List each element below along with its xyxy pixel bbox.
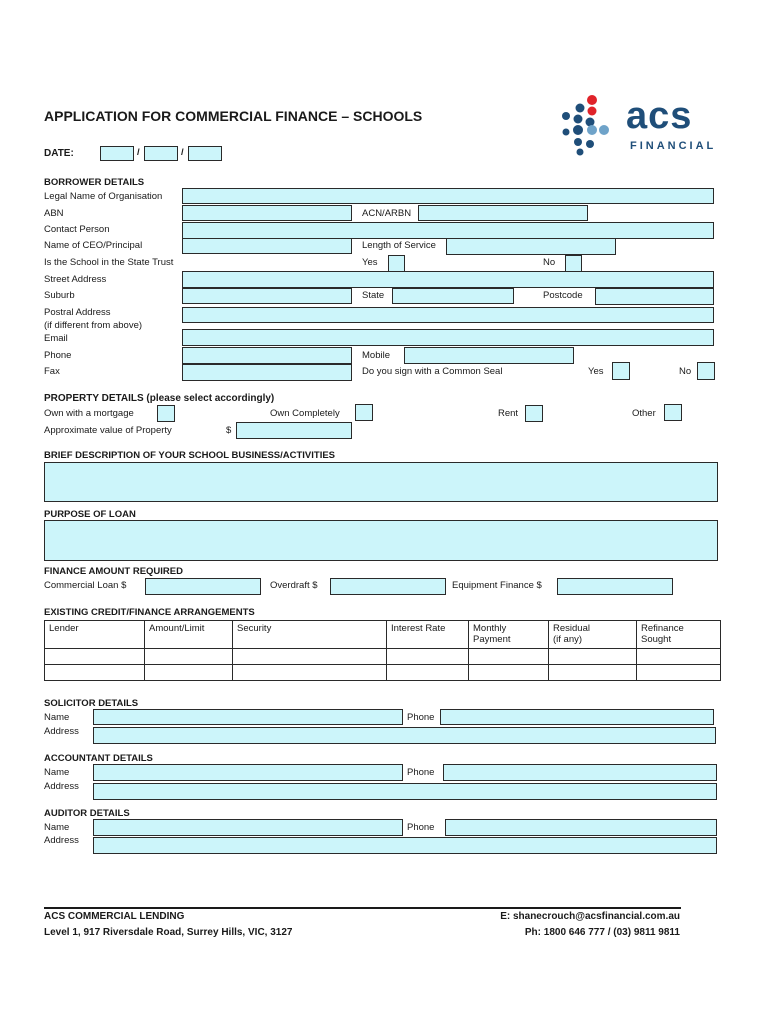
overdraft-label: Overdraft $ xyxy=(270,580,318,591)
postcode-label: Postcode xyxy=(543,290,583,301)
accountant-address-label: Address xyxy=(44,781,79,792)
accountant-name-field[interactable] xyxy=(93,764,403,781)
auditor-heading: AUDITOR DETAILS xyxy=(44,808,130,819)
street-label: Street Address xyxy=(44,274,107,285)
mortgage-checkbox[interactable] xyxy=(157,405,175,422)
finance-heading: FINANCE AMOUNT REQUIRED xyxy=(44,566,183,577)
table-cell[interactable] xyxy=(233,649,387,665)
accountant-phone-label: Phone xyxy=(407,767,435,778)
legal-name-label: Legal Name of Organisation xyxy=(44,191,163,202)
column-header: Residual (if any) xyxy=(549,621,637,649)
existing-heading: EXISTING CREDIT/FINANCE ARRANGEMENTS xyxy=(44,607,255,618)
abn-field[interactable] xyxy=(182,205,352,221)
other-checkbox[interactable] xyxy=(664,404,682,421)
email-field[interactable] xyxy=(182,329,714,346)
email-label: Email xyxy=(44,333,68,344)
solicitor-heading: SOLICITOR DETAILS xyxy=(44,698,139,709)
equipment-finance-field[interactable] xyxy=(557,578,673,595)
description-field[interactable] xyxy=(44,462,718,502)
table-cell[interactable] xyxy=(549,649,637,665)
ceo-label: Name of CEO/Principal xyxy=(44,240,143,251)
logo-dots-icon xyxy=(552,94,612,156)
description-heading: BRIEF DESCRIPTION OF YOUR SCHOOL BUSINESS/ACTIVITIES xyxy=(44,450,336,461)
table-cell[interactable] xyxy=(549,665,637,681)
auditor-address-label: Address xyxy=(44,835,79,846)
fax-label: Fax xyxy=(44,366,60,377)
contact-person-field[interactable] xyxy=(182,222,714,239)
logo-subtitle: FINANCIAL xyxy=(630,140,717,152)
solicitor-phone-label: Phone xyxy=(407,712,435,723)
phone-field[interactable] xyxy=(182,347,352,364)
accountant-phone-field[interactable] xyxy=(443,764,717,781)
date-day-field[interactable] xyxy=(100,146,134,161)
postal-field[interactable] xyxy=(182,307,714,323)
table-cell[interactable] xyxy=(233,665,387,681)
mobile-field[interactable] xyxy=(404,347,574,364)
state-trust-no-checkbox[interactable] xyxy=(565,255,582,272)
property-value-dollar: $ xyxy=(226,425,232,436)
column-header: Monthly Payment xyxy=(469,621,549,649)
length-service-label: Length of Service xyxy=(362,240,436,251)
solicitor-address-label: Address xyxy=(44,726,79,737)
date-year-field[interactable] xyxy=(188,146,222,161)
own-completely-checkbox[interactable] xyxy=(355,404,373,421)
solicitor-name-label: Name xyxy=(44,712,70,723)
purpose-heading: PURPOSE OF LOAN xyxy=(44,509,136,520)
street-field[interactable] xyxy=(182,271,714,288)
contact-person-label: Contact Person xyxy=(44,224,110,235)
legal-name-field[interactable] xyxy=(182,188,714,204)
acs-logo xyxy=(552,94,722,156)
state-trust-yes-checkbox[interactable] xyxy=(388,255,405,272)
rent-label: Rent xyxy=(498,408,519,419)
ceo-field[interactable] xyxy=(182,238,352,254)
commercial-loan-field[interactable] xyxy=(145,578,261,595)
footer-divider xyxy=(44,907,681,909)
mobile-label: Mobile xyxy=(362,350,390,361)
date-month-field[interactable] xyxy=(144,146,178,161)
date-separator: / xyxy=(137,147,140,158)
borrower-heading: BORROWER DETAILS xyxy=(44,177,145,188)
common-seal-yes-checkbox[interactable] xyxy=(612,362,630,380)
state-trust-no-label: No xyxy=(543,257,556,268)
auditor-name-label: Name xyxy=(44,822,70,833)
acn-label: ACN/ARBN xyxy=(362,208,412,219)
table-cell[interactable] xyxy=(637,665,721,681)
suburb-field[interactable] xyxy=(182,288,352,304)
accountant-heading: ACCOUNTANT DETAILS xyxy=(44,753,153,764)
common-seal-yes-label: Yes xyxy=(588,366,604,377)
table-cell[interactable] xyxy=(45,665,145,681)
solicitor-address-field[interactable] xyxy=(93,727,716,744)
state-trust-label: Is the School in the State Trust xyxy=(44,257,174,268)
property-value-label: Approximate value of Property xyxy=(44,425,172,436)
table-row xyxy=(45,649,721,665)
footer-company: ACS COMMERCIAL LENDING xyxy=(44,911,185,922)
mortgage-label: Own with a mortgage xyxy=(44,408,134,419)
accountant-address-field[interactable] xyxy=(93,783,717,800)
overdraft-field[interactable] xyxy=(330,578,446,595)
equipment-finance-label: Equipment Finance $ xyxy=(452,580,542,591)
fax-field[interactable] xyxy=(182,364,352,381)
table-row xyxy=(45,665,721,681)
accountant-name-label: Name xyxy=(44,767,70,778)
page-title: APPLICATION FOR COMMERCIAL FINANCE – SCHOOLS xyxy=(44,108,423,124)
state-label: State xyxy=(362,290,385,301)
table-header-row xyxy=(45,621,721,649)
phone-label: Phone xyxy=(44,350,72,361)
column-header: Refinance Sought xyxy=(637,621,721,649)
column-header: Interest Rate xyxy=(387,621,469,649)
solicitor-name-field[interactable] xyxy=(93,709,403,725)
column-header: Amount/Limit xyxy=(145,621,233,649)
footer-phone: Ph: 1800 646 777 / (03) 9811 9811 xyxy=(524,927,680,938)
existing-credit-table xyxy=(44,620,721,681)
acn-field[interactable] xyxy=(418,205,588,221)
auditor-phone-field[interactable] xyxy=(445,819,717,836)
footer-address: Level 1, 917 Riversdale Road, Surrey Hills, VIC, 3127 xyxy=(44,927,293,938)
date-separator: / xyxy=(181,147,184,158)
footer-email: E: shanecrouch@acsfinancial.com.au xyxy=(500,911,680,922)
own-completely-label: Own Completely xyxy=(270,408,340,419)
state-trust-yes-label: Yes xyxy=(362,257,378,268)
column-header: Lender xyxy=(45,621,145,649)
postal-label: Postral Address xyxy=(44,307,111,318)
table-cell[interactable] xyxy=(387,665,469,681)
common-seal-no-label: No xyxy=(679,366,692,377)
postal-note: (if different from above) xyxy=(44,320,143,331)
logo-wordmark: acs xyxy=(626,95,693,137)
postcode-field[interactable] xyxy=(595,288,714,305)
common-seal-label: Do you sign with a Common Seal xyxy=(362,366,503,377)
table-cell[interactable] xyxy=(469,665,549,681)
purpose-field[interactable] xyxy=(44,520,718,561)
property-value-field[interactable] xyxy=(236,422,352,439)
auditor-address-field[interactable] xyxy=(93,837,717,854)
state-field[interactable] xyxy=(392,288,514,304)
table-cell[interactable] xyxy=(637,649,721,665)
abn-label: ABN xyxy=(44,208,64,219)
rent-checkbox[interactable] xyxy=(525,405,543,422)
table-cell[interactable] xyxy=(387,649,469,665)
table-cell[interactable] xyxy=(45,649,145,665)
property-heading: PROPERTY DETAILS (please select accordingly) xyxy=(44,393,275,404)
auditor-name-field[interactable] xyxy=(93,819,403,836)
commercial-loan-label: Commercial Loan $ xyxy=(44,580,127,591)
other-label: Other xyxy=(632,408,656,419)
solicitor-phone-field[interactable] xyxy=(440,709,714,725)
date-label: DATE: xyxy=(44,148,74,159)
table-cell[interactable] xyxy=(469,649,549,665)
table-cell[interactable] xyxy=(145,649,233,665)
length-service-field[interactable] xyxy=(446,238,616,255)
common-seal-no-checkbox[interactable] xyxy=(697,362,715,380)
table-cell[interactable] xyxy=(145,665,233,681)
column-header: Security xyxy=(233,621,387,649)
suburb-label: Suburb xyxy=(44,290,75,301)
auditor-phone-label: Phone xyxy=(407,822,435,833)
